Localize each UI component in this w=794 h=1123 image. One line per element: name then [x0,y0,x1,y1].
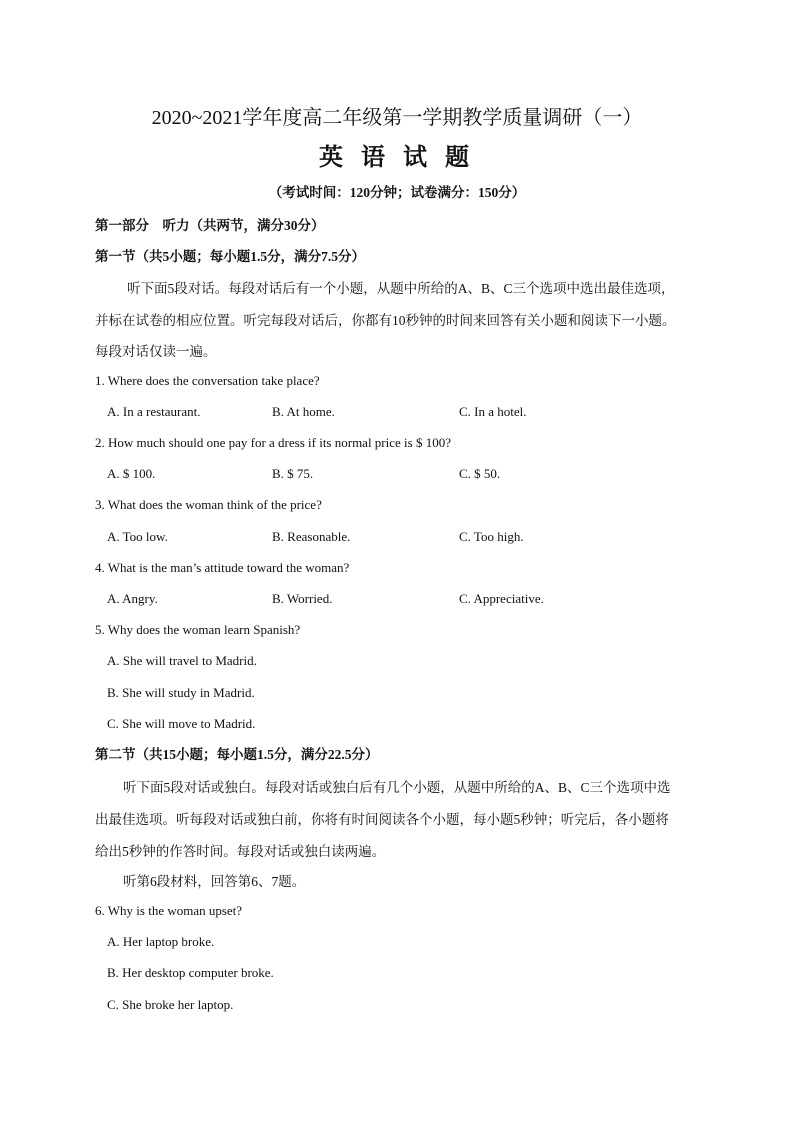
subject-title: 英 语 试 题 [319,145,475,171]
q2-option-c: C. $ 50. [459,466,501,481]
q3-option-a: A. Too low. [107,529,168,544]
q4-option-a: A. Angry. [107,591,158,606]
q4-option-b: B. Worried. [272,591,333,606]
section2-instruction-line: 出最佳选项。听每段对话或独白前，你将有时间阅读各个小题，每小题5秒钟；听完后，各小题将 [95,812,669,827]
question-3: 3. What does the woman think of the price? [95,497,322,512]
q2-option-b: B. $ 75. [272,466,314,481]
q6-option-a: A. Her laptop broke. [107,934,215,949]
exam-info: （考试时间：120分钟；试卷满分：150分） [268,185,526,200]
q2-option-a: A. $ 100. [107,466,156,481]
q6-option-b: B. Her desktop computer broke. [107,965,274,980]
section2-heading: 第二节（共15小题；每小题1.5分，满分22.5分） [95,747,379,762]
q4-option-c: C. Appreciative. [459,591,544,606]
section1-instruction-line: 并标在试卷的相应位置。听完每段对话后，你都有10秒钟的时间来回答有关小题和阅读下一小题。 [95,313,676,328]
q3-option-b: B. Reasonable. [272,529,351,544]
question-2: 2. How much should one pay for a dress if its normal price is $ 100? [95,435,451,450]
q5-option-c: C. She will move to Madrid. [107,716,256,731]
material-note: 听第6段材料，回答第6、7题。 [123,874,306,889]
q3-option-c: C. Too high. [459,529,524,544]
q1-option-b: B. At home. [272,404,335,419]
q1-option-c: C. In a hotel. [459,404,527,419]
section2-instruction-line: 给出5秒钟的作答时间。每段对话或独白读两遍。 [95,844,386,859]
q6-option-c: C. She broke her laptop. [107,997,234,1012]
section1-instruction-line: 每段对话仅读一遍。 [95,344,217,359]
section1-heading: 第一节（共5小题；每小题1.5分，满分7.5分） [95,249,365,264]
section2-instruction-line: 听下面5段对话或独白。每段对话或独白后有几个小题，从题中所给的A、B、C三个选项中选 [123,780,671,795]
question-1: 1. Where does the conversation take place? [95,373,320,388]
exam-title: 2020~2021学年度高二年级第一学期教学质量调研（一） [151,107,643,129]
question-4: 4. What is the man’s attitude toward the woman? [95,560,350,575]
q5-option-b: B. She will study in Madrid. [107,685,255,700]
q5-option-a: A. She will travel to Madrid. [107,653,257,668]
section1-instruction-line: 听下面5段对话。每段对话后有一个小题，从题中所给的A、B、C三个选项中选出最佳选项， [127,281,675,296]
q1-option-a: A. In a restaurant. [107,404,201,419]
question-5: 5. Why does the woman learn Spanish? [95,622,301,637]
part1-heading: 第一部分 听力（共两节，满分30分） [95,218,325,233]
question-6: 6. Why is the woman upset? [95,903,243,918]
